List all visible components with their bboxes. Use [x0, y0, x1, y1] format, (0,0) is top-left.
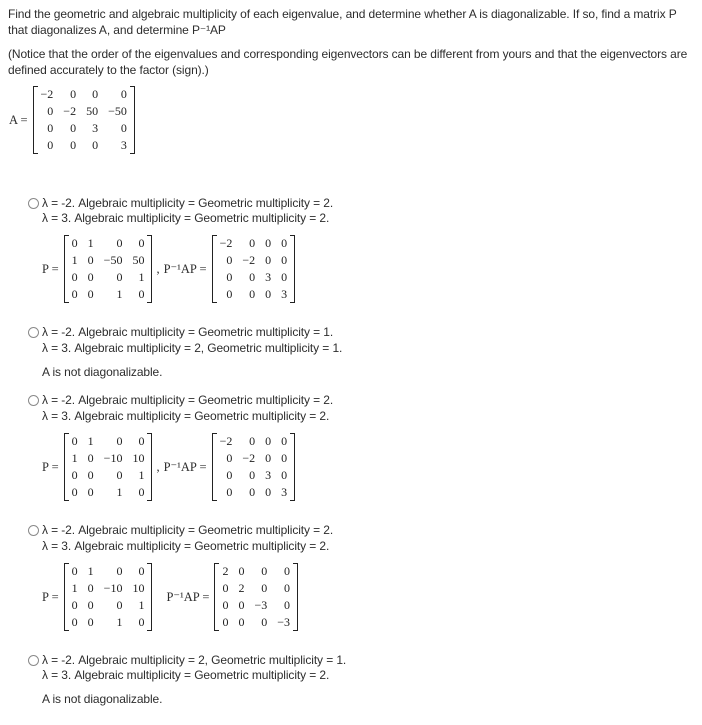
- matrix-cell: −50: [108, 104, 127, 118]
- option-3-d-label: P⁻¹AP =: [163, 460, 207, 474]
- matrix-cell: 0: [138, 287, 145, 301]
- option-4-matrix-p: [67, 563, 150, 631]
- option-3-separator: ,: [156, 459, 160, 474]
- matrix-row: [215, 252, 293, 269]
- matrix-cell: 0: [116, 598, 123, 612]
- matrix-cell: −3: [254, 598, 268, 612]
- matrix-cell: 1: [71, 451, 78, 465]
- matrix-cell: 0: [281, 253, 288, 267]
- option-1-matrix-p: [67, 235, 150, 303]
- matrix-cell: 0: [116, 236, 123, 250]
- matrix-cell: 2: [222, 564, 229, 578]
- option-5-line2: λ = 3. Algebraic multiplicity = Geometric multiplicity = 2.: [42, 668, 330, 682]
- matrix-cell: 0: [138, 236, 145, 250]
- matrix-cell: 0: [284, 581, 291, 595]
- matrix-row: [215, 467, 293, 484]
- matrix-cell: 0: [71, 468, 78, 482]
- option-4-p-bracket: [64, 563, 153, 631]
- question-note: (Notice that the order of the eigenvalues and corresponding eigenvectors can be different from yours and that the eigenvectors are defined accurately to the factor (sign).): [8, 47, 688, 77]
- matrix-cell: 0: [71, 598, 78, 612]
- matrix-row: [215, 235, 293, 252]
- matrix-cell: −2: [63, 104, 77, 118]
- matrix-cell: 0: [71, 434, 78, 448]
- matrix-cell: 0: [226, 270, 233, 284]
- matrix-cell: 0: [87, 485, 94, 499]
- matrix-cell: 0: [70, 121, 77, 135]
- option-4-d-label: P⁻¹AP =: [166, 590, 210, 604]
- matrix-cell: 0: [265, 236, 272, 250]
- matrix-cell: 0: [71, 287, 78, 301]
- matrix-cell: 3: [265, 468, 272, 482]
- matrix-cell: 0: [71, 485, 78, 499]
- matrix-a: [36, 86, 132, 154]
- matrix-cell: 0: [116, 434, 123, 448]
- matrix-row: [217, 563, 295, 580]
- matrix-cell: 0: [284, 598, 291, 612]
- matrix-cell: 0: [70, 87, 77, 101]
- option-3-matrix-p: [67, 433, 150, 501]
- option-2-line2: λ = 3. Algebraic multiplicity = 2, Geometric multiplicity = 1.: [42, 341, 343, 355]
- option-5-verdict: A is not diagonalizable.: [42, 692, 163, 706]
- matrix-cell: 0: [238, 598, 245, 612]
- matrix-cell: 0: [249, 485, 256, 499]
- matrix-cell: 0: [87, 468, 94, 482]
- matrix-cell: 0: [265, 434, 272, 448]
- option-2-verdict: A is not diagonalizable.: [42, 365, 163, 379]
- option-4-line2: λ = 3. Algebraic multiplicity = Geometric multiplicity = 2.: [42, 539, 330, 553]
- matrix-cell: 1: [87, 236, 94, 250]
- matrix-row: [67, 433, 150, 450]
- matrix-row: [217, 597, 295, 614]
- option-1-line2: λ = 3. Algebraic multiplicity = Geometric multiplicity = 2.: [42, 211, 330, 225]
- matrix-cell: 0: [92, 138, 99, 152]
- option-3-line1: λ = -2. Algebraic multiplicity = Geometric multiplicity = 2.: [42, 393, 334, 407]
- question-text: Find the geometric and algebraic multiplicity of each eigenvalue, and determine whether A is diagonalizable. If so, find a matrix P that diagonalizes A, and determine P⁻¹AP: [8, 7, 677, 37]
- option-1-radio[interactable]: [28, 198, 39, 209]
- matrix-cell: 0: [71, 270, 78, 284]
- option-4-radio[interactable]: [28, 525, 39, 536]
- matrix-row: [215, 450, 293, 467]
- matrix-cell: −10: [103, 451, 123, 465]
- matrix-row: [67, 563, 150, 580]
- matrix-row: [67, 484, 150, 501]
- matrix-cell: 0: [284, 564, 291, 578]
- matrix-cell: 0: [138, 564, 145, 578]
- matrix-cell: 0: [226, 468, 233, 482]
- matrix-cell: 0: [261, 564, 268, 578]
- matrix-cell: 0: [238, 615, 245, 629]
- matrix-cell: 0: [116, 564, 123, 578]
- matrix-cell: 0: [265, 451, 272, 465]
- option-1-separator: ,: [156, 261, 160, 276]
- matrix-cell: 0: [71, 564, 78, 578]
- matrix-cell: −2: [219, 236, 233, 250]
- matrix-cell: 0: [116, 270, 123, 284]
- matrix-cell: 0: [226, 287, 233, 301]
- matrix-row: [67, 450, 150, 467]
- matrix-cell: 3: [281, 287, 288, 301]
- matrix-cell: 0: [249, 434, 256, 448]
- matrix-cell: 3: [92, 121, 99, 135]
- matrix-cell: 10: [132, 451, 145, 465]
- option-4-p-block: [42, 563, 298, 631]
- option-1-p-label: P =: [42, 261, 59, 276]
- matrix-cell: −2: [219, 434, 233, 448]
- matrix-cell: 0: [87, 253, 94, 267]
- matrix-a-label: A =: [9, 112, 28, 127]
- matrix-cell: 0: [265, 253, 272, 267]
- option-3-p-block: [42, 433, 295, 501]
- option-1-p-bracket: [64, 235, 153, 303]
- matrix-cell: −10: [103, 581, 123, 595]
- matrix-cell: 0: [47, 121, 54, 135]
- matrix-cell: 0: [138, 485, 145, 499]
- option-4-p-label: P =: [42, 589, 59, 604]
- matrix-row: [67, 597, 150, 614]
- option-3-d-bracket: [212, 433, 296, 501]
- matrix-cell: 0: [281, 451, 288, 465]
- matrix-row: [215, 269, 293, 286]
- matrix-cell: 1: [116, 615, 123, 629]
- option-2-radio[interactable]: [28, 327, 39, 338]
- matrix-row: [36, 86, 132, 103]
- matrix-cell: 0: [120, 87, 127, 101]
- matrix-row: [67, 269, 150, 286]
- matrix-cell: −2: [242, 451, 256, 465]
- matrix-cell: 0: [226, 253, 233, 267]
- matrix-row: [215, 433, 293, 450]
- matrix-cell: 0: [261, 581, 268, 595]
- matrix-row: [36, 103, 132, 120]
- matrix-cell: 0: [71, 615, 78, 629]
- matrix-cell: 50: [132, 253, 145, 267]
- matrix-cell: 2: [238, 581, 245, 595]
- matrix-cell: 1: [116, 287, 123, 301]
- matrix-cell: 0: [281, 236, 288, 250]
- matrix-cell: 1: [138, 468, 145, 482]
- matrix-cell: 0: [222, 581, 229, 595]
- matrix-a-block: [9, 86, 135, 154]
- option-2-line1: λ = -2. Algebraic multiplicity = Geometric multiplicity = 1.: [42, 325, 334, 339]
- option-1-p-block: [42, 235, 295, 303]
- matrix-cell: 1: [71, 253, 78, 267]
- matrix-cell: −50: [103, 253, 123, 267]
- matrix-row: [36, 137, 132, 154]
- matrix-cell: 0: [120, 121, 127, 135]
- matrix-row: [67, 614, 150, 631]
- option-5-radio[interactable]: [28, 655, 39, 666]
- option-3-p-bracket: [64, 433, 153, 501]
- option-4-d-bracket: [214, 563, 298, 631]
- matrix-cell: 0: [70, 138, 77, 152]
- matrix-cell: 0: [222, 615, 229, 629]
- matrix-row: [217, 614, 295, 631]
- matrix-a-bracket: [33, 86, 135, 154]
- matrix-row: [36, 120, 132, 137]
- matrix-cell: 10: [132, 581, 145, 595]
- option-1-d-label: P⁻¹AP =: [163, 262, 207, 276]
- option-3-matrix-d: [215, 433, 293, 501]
- matrix-row: [67, 286, 150, 303]
- matrix-cell: −3: [277, 615, 291, 629]
- matrix-cell: 0: [47, 104, 54, 118]
- matrix-cell: 0: [71, 236, 78, 250]
- matrix-cell: 0: [222, 598, 229, 612]
- matrix-cell: 1: [138, 598, 145, 612]
- matrix-cell: 0: [87, 581, 94, 595]
- matrix-cell: 0: [87, 270, 94, 284]
- matrix-cell: 0: [92, 87, 99, 101]
- matrix-cell: 1: [116, 485, 123, 499]
- matrix-cell: 1: [87, 434, 94, 448]
- matrix-cell: 0: [226, 451, 233, 465]
- matrix-cell: 0: [116, 468, 123, 482]
- matrix-row: [67, 235, 150, 252]
- option-4-line1: λ = -2. Algebraic multiplicity = Geometric multiplicity = 2.: [42, 523, 334, 537]
- option-1-line1: λ = -2. Algebraic multiplicity = Geometric multiplicity = 2.: [42, 196, 334, 210]
- matrix-cell: 0: [226, 485, 233, 499]
- option-3-line2: λ = 3. Algebraic multiplicity = Geometric multiplicity = 2.: [42, 409, 330, 423]
- matrix-cell: 3: [120, 138, 127, 152]
- matrix-row: [215, 286, 293, 303]
- matrix-cell: 0: [281, 468, 288, 482]
- matrix-row: [67, 580, 150, 597]
- matrix-row: [215, 484, 293, 501]
- matrix-cell: 0: [249, 236, 256, 250]
- matrix-cell: −2: [40, 87, 54, 101]
- matrix-cell: −2: [242, 253, 256, 267]
- matrix-cell: 0: [87, 451, 94, 465]
- matrix-cell: 1: [138, 270, 145, 284]
- option-4-matrix-d: [217, 563, 295, 631]
- matrix-cell: 50: [86, 104, 99, 118]
- matrix-cell: 0: [281, 270, 288, 284]
- option-1-d-bracket: [212, 235, 296, 303]
- matrix-cell: 0: [249, 287, 256, 301]
- matrix-cell: 0: [87, 598, 94, 612]
- matrix-cell: 0: [249, 270, 256, 284]
- matrix-cell: 0: [138, 615, 145, 629]
- matrix-cell: 0: [87, 615, 94, 629]
- matrix-cell: 0: [138, 434, 145, 448]
- option-3-p-label: P =: [42, 459, 59, 474]
- matrix-cell: 0: [265, 287, 272, 301]
- matrix-cell: 1: [87, 564, 94, 578]
- matrix-row: [67, 467, 150, 484]
- matrix-cell: 0: [238, 564, 245, 578]
- matrix-cell: 1: [71, 581, 78, 595]
- matrix-cell: 0: [261, 615, 268, 629]
- option-1-matrix-d: [215, 235, 293, 303]
- matrix-cell: 0: [265, 485, 272, 499]
- matrix-row: [67, 252, 150, 269]
- matrix-cell: 0: [87, 287, 94, 301]
- matrix-cell: 3: [265, 270, 272, 284]
- option-5-line1: λ = -2. Algebraic multiplicity = 2, Geometric multiplicity = 1.: [42, 653, 347, 667]
- matrix-cell: 0: [281, 434, 288, 448]
- option-3-radio[interactable]: [28, 395, 39, 406]
- matrix-cell: 0: [249, 468, 256, 482]
- matrix-row: [217, 580, 295, 597]
- matrix-cell: 0: [47, 138, 54, 152]
- matrix-cell: 3: [281, 485, 288, 499]
